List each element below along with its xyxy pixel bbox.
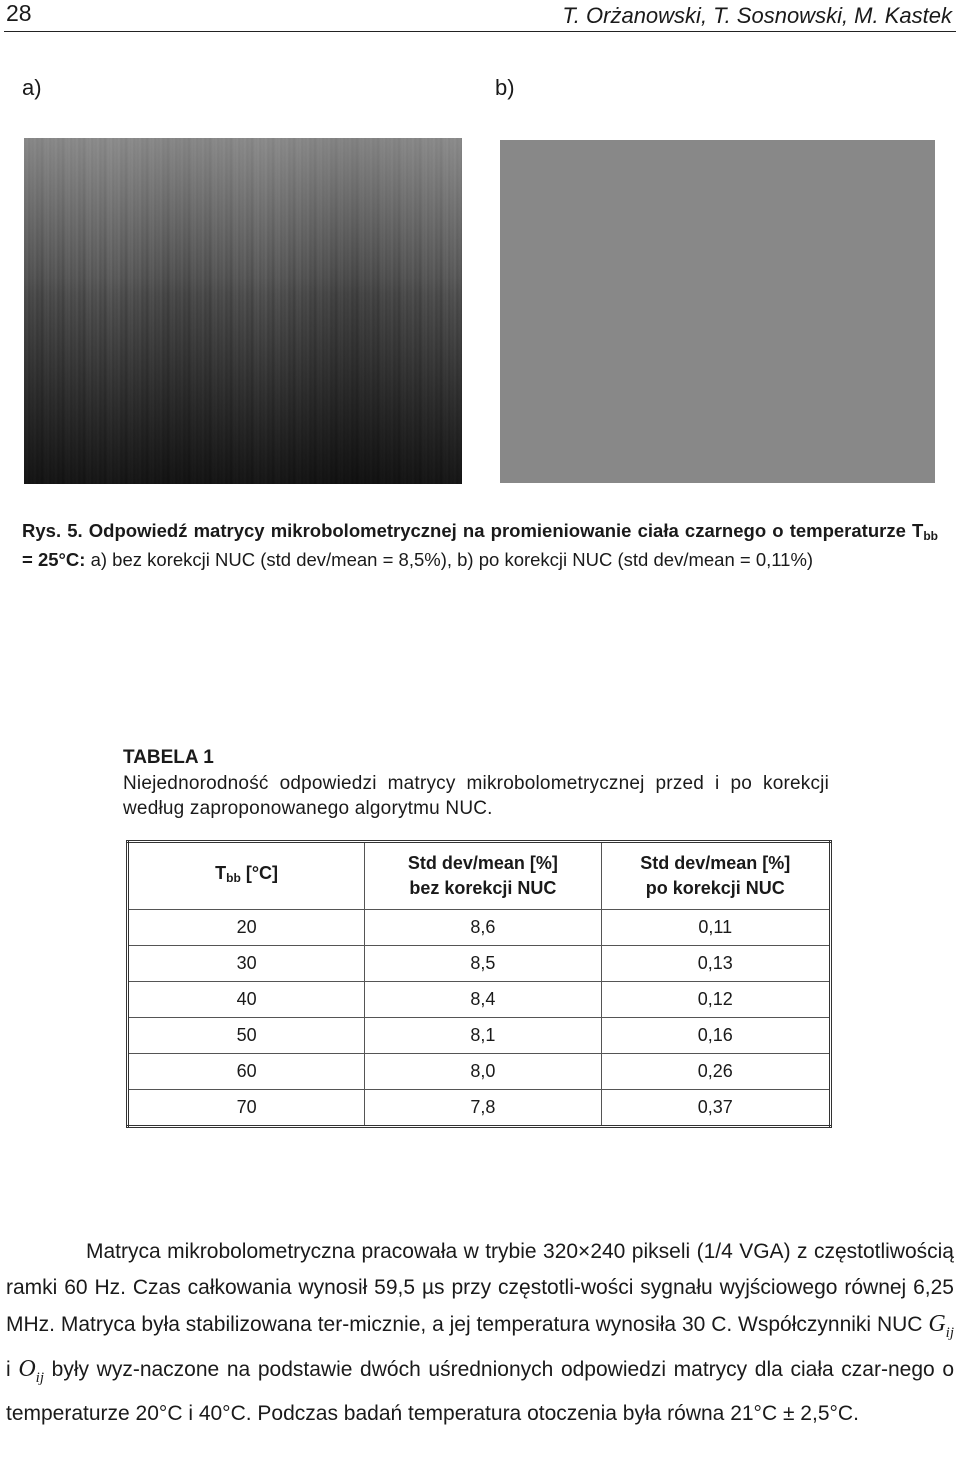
cell-before: 8,1 xyxy=(365,1018,601,1054)
table-description: Niejednorodność odpowiedzi matrycy mikrobolometrycznej przed i po korekcji według zaproponowanego algorytmu NUC. xyxy=(123,773,829,819)
header-after-correction xyxy=(601,842,830,910)
cell-temperature: 60 xyxy=(128,1054,365,1090)
symbol-g-subscript: ij xyxy=(945,1324,955,1341)
table-header-row xyxy=(128,842,831,910)
table-row xyxy=(128,1018,831,1054)
header-before-line1: Std dev/mean [%] xyxy=(407,853,558,873)
header-after-line1: Std dev/mean [%] xyxy=(640,853,791,873)
panel-b-label: b) xyxy=(495,75,515,100)
cell-temperature: 40 xyxy=(128,982,365,1018)
cell-temperature: 30 xyxy=(128,946,365,982)
table-row xyxy=(128,982,831,1018)
header-divider xyxy=(4,31,956,32)
cell-before: 7,8 xyxy=(365,1090,601,1127)
page-number: 28 xyxy=(6,0,32,26)
symbol-o xyxy=(18,1355,45,1386)
table-row xyxy=(128,1090,831,1127)
body-text-part1: Matryca mikrobolometryczna pracowała w trybie 320×240 pikseli (1/4 VGA) z częstotliwością ramki 60 Hz. Czas całkowania wynosił 59,5 µs przy częstotli-wości sygnału wyjściowego równej 6,25 MHz. Matryca była stabilizowana ter-micznie, a jej temperatura wynosiła 30 C. Współczynniki NUC xyxy=(6,1240,954,1336)
table-row xyxy=(128,910,831,946)
caption-rest: a) bez korekcji NUC (std dev/mean = 8,5%), b) po korekcji NUC (std dev/mean = 0,11%) xyxy=(90,549,814,570)
figure-caption xyxy=(22,519,938,571)
nonuniformity-table xyxy=(126,840,832,1128)
cell-before: 8,6 xyxy=(365,910,601,946)
header-temperature xyxy=(128,842,365,910)
header-after-line2: po korekcji NUC xyxy=(645,878,785,898)
thermal-image-uncorrected xyxy=(24,138,462,484)
thermal-image-corrected xyxy=(500,140,935,483)
running-header-authors: T. Orżanowski, T. Sosnowski, M. Kastek xyxy=(562,3,952,28)
cell-before: 8,5 xyxy=(365,946,601,982)
caption-label: Rys. 5. xyxy=(22,520,83,541)
table-heading: TABELA 1 xyxy=(123,747,214,768)
cell-after: 0,37 xyxy=(601,1090,830,1127)
cell-after: 0,13 xyxy=(601,946,830,982)
cell-after: 0,26 xyxy=(601,1054,830,1090)
table-row xyxy=(128,946,831,982)
header-before-correction xyxy=(365,842,601,910)
cell-temperature: 50 xyxy=(128,1018,365,1054)
caption-value: = 25°C: xyxy=(22,549,86,570)
cell-temperature: 20 xyxy=(128,910,365,946)
cell-after: 0,12 xyxy=(601,982,830,1018)
symbol-o-letter: O xyxy=(18,1355,36,1382)
header-temperature-unit: [°C] xyxy=(245,863,279,883)
cell-after: 0,11 xyxy=(601,910,830,946)
caption-subscript: bb xyxy=(923,529,938,543)
header-temperature-subscript: bb xyxy=(226,871,241,885)
body-text-part2: były wyz-naczone na podstawie dwóch uśrednionych odpowiedzi matrycy dla ciała czar-nego o temperaturze 20°C i 40°C. Podczas badań temperatura otoczenia była równa 21°C ± 2,5°C. xyxy=(6,1357,955,1425)
cell-before: 8,0 xyxy=(365,1054,601,1090)
table-row xyxy=(128,1054,831,1090)
cell-before: 8,4 xyxy=(365,982,601,1018)
caption-title: Odpowiedź matrycy mikrobolometrycznej na promieniowanie ciała czarnego o temperaturze T xyxy=(88,520,924,541)
panel-a-label: a) xyxy=(22,75,42,100)
symbol-g xyxy=(928,1311,955,1341)
header-temperature-symbol: T xyxy=(215,863,227,883)
symbol-o-subscript: ij xyxy=(35,1369,45,1386)
body-conjunction: i xyxy=(6,1357,11,1381)
cell-after: 0,16 xyxy=(601,1018,830,1054)
symbol-g-letter: G xyxy=(928,1311,946,1337)
body-paragraph xyxy=(6,1234,954,1432)
cell-temperature: 70 xyxy=(128,1090,365,1127)
header-before-line2: bez korekcji NUC xyxy=(409,878,557,898)
